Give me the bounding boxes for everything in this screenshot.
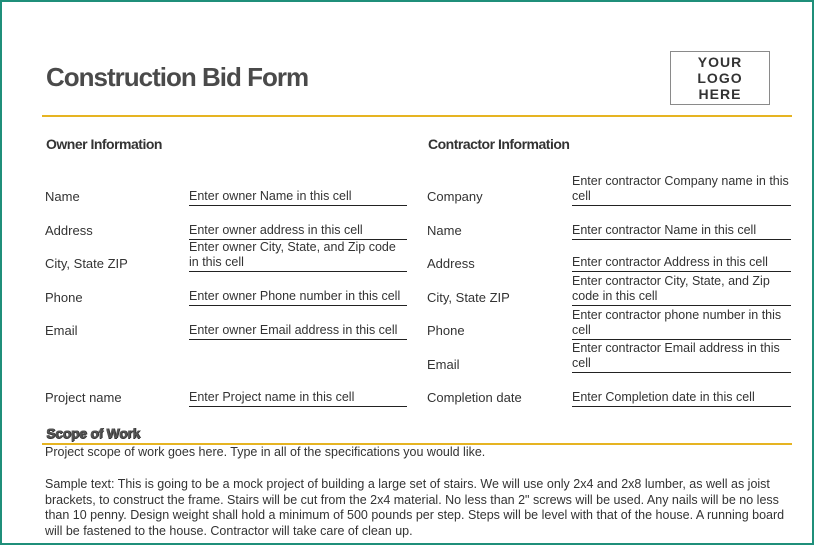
contractor-phone-field[interactable]: Enter contractor phone number in this cell — [572, 306, 791, 340]
logo-placeholder — [670, 51, 770, 105]
contractor-phone-label: Phone — [427, 323, 465, 338]
scope-intro-text: Project scope of work goes here. Type in all of the specifications you would like. — [45, 445, 486, 459]
completion-date-field[interactable]: Enter Completion date in this cell — [572, 373, 791, 407]
completion-date-label: Completion date — [427, 390, 522, 405]
contractor-address-field[interactable]: Enter contractor Address in this cell — [572, 240, 791, 272]
contractor-email-field[interactable]: Enter contractor Email address in this cell — [572, 340, 791, 373]
project-name-field[interactable]: Enter Project name in this cell — [189, 373, 407, 407]
header-divider — [42, 115, 792, 117]
contractor-name-label: Name — [427, 223, 462, 238]
owner-name-label: Name — [45, 189, 80, 204]
owner-address-field[interactable]: Enter owner address in this cell — [189, 206, 407, 240]
contractor-company-label: Company — [427, 189, 483, 204]
owner-city-field[interactable]: Enter owner City, State, and Zip code in this cell — [189, 240, 407, 272]
contractor-name-field[interactable]: Enter contractor Name in this cell — [572, 206, 791, 240]
contractor-section-heading: Contractor Information — [428, 136, 570, 152]
project-name-label: Project name — [45, 390, 122, 405]
contractor-company-field[interactable]: Enter contractor Company name in this cell — [572, 170, 791, 206]
owner-section-heading: Owner Information — [46, 136, 162, 152]
owner-email-label: Email — [45, 323, 78, 338]
owner-phone-field[interactable]: Enter owner Phone number in this cell — [189, 272, 407, 306]
scope-sample-text: Sample text: This is going to be a mock project of building a large set of stairs. We will use only 2x4 and 2x8 lumber, as well as joist brackets, to construct the frame. Stairs will be cut from the 2x4 material. No less than 2" screws will be used. Any nails will be no less than 10 penny. Design weight shall hold a minimum of 500 pounds per step. Steps will be level with that of the house. A running board will be fastened to the house. Contractor will take care of clean up. — [45, 477, 785, 538]
contractor-city-label: City, State ZIP — [427, 290, 510, 305]
owner-phone-label: Phone — [45, 290, 83, 305]
contractor-email-label: Email — [427, 357, 460, 372]
owner-city-label: City, State ZIP — [45, 256, 128, 271]
owner-email-field[interactable]: Enter owner Email address in this cell — [189, 306, 407, 340]
contractor-address-label: Address — [427, 256, 475, 271]
owner-address-label: Address — [45, 223, 93, 238]
owner-name-field[interactable]: Enter owner Name in this cell — [189, 172, 407, 206]
scope-heading: Scope of Work — [46, 425, 140, 441]
form-title: Construction Bid Form — [46, 62, 309, 92]
contractor-city-field[interactable]: Enter contractor City, State, and Zip code in this cell — [572, 272, 791, 306]
logo-text: YOUR LOGO HERE — [697, 54, 743, 102]
